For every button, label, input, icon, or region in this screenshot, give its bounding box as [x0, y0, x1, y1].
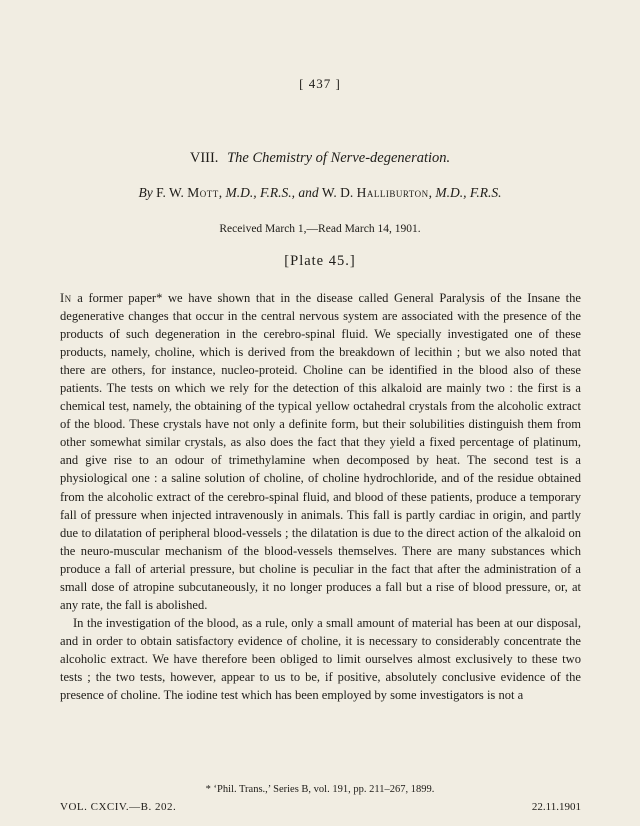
footnote: * ‘Phil. Trans.,’ Series B, vol. 191, pp. 211–267, 1899.: [205, 784, 435, 795]
author2-surname: Halliburton: [356, 185, 429, 200]
page-footer: [60, 801, 581, 813]
author1-initials: F. W.: [156, 185, 184, 200]
article-title-text: The Chemistry of Nerve-degeneration.: [227, 150, 451, 166]
author2-degrees: M.D., F.R.S.: [435, 185, 502, 200]
article-title: [0, 150, 640, 167]
byline-and: and: [298, 185, 319, 200]
paragraph-lead: In: [60, 291, 72, 305]
page-number: [ 437 ]: [299, 76, 341, 91]
author1-degrees: M.D., F.R.S.,: [225, 185, 296, 200]
byline-by: By: [138, 185, 153, 200]
received-date: Received March 1,—Read March 14, 1901.: [219, 223, 421, 235]
paragraph-text: a former paper* we have shown that in the disease called General Paralysis of the Insane the degenerative changes that occur in the central nervous system are associated with the presence of the products of such degeneration in the cerebro-spinal fluid. We specially investigated one of these products, namely, choline, which is derived from the breakdown of lecithin ; but we also noted that there are others, for instance, nucleo-proteid. Choline can be identified in the blood also of these patients. The tests on which we rely for the detection of this alkaloid are mainly two : the first is a chemical test, namely, the obtaining of the typical yellow octahedral crystals from the alcoholic extract of the blood. These crystals have not only a definite form, but their solubilities distinguish them from other somewhat similar crystals, as also does the fact that they yield a fixed percentage of platinum, and give rise to an odour of trimethylamine when decomposed by heat. The second test is a physiological one : a saline solution of choline, of choline hydrochloride, and of the residue obtained from the alcoholic extract of the cerebro-spinal fluid, and blood of these patients, produce a temporary fall of pressure when injected intravenously in animals. This fall is partly cardiac in origin, and partly due to dilatation of peripheral blood-vessels ; the dilatation is due to the direct action of the alkaloid on the neuro-muscular mechanism of the blood-vessels themselves. There are many substances which produce a fall of arterial pressure, but choline is peculiar in the fact that after the administration of a small dose of atropine subcutaneously, it no longer produces a fall but a rise of blood pressure, or, at any rate, the fall is abolished.: [60, 291, 581, 612]
paragraph: [60, 289, 581, 614]
publication-date: 22.11.1901: [531, 801, 581, 813]
plate-reference: [Plate 45.]: [284, 253, 356, 269]
article-number: VIII.: [189, 150, 219, 166]
byline: By F. W. Mott, M.D., F.R.S., and W. D. Halliburton, M.D., F.R.S.: [138, 185, 502, 200]
author1-surname: Mott: [187, 185, 219, 200]
volume-reference: VOL. CXCIV.—B. 202.: [60, 801, 177, 813]
article-body: [60, 289, 581, 704]
author2-initials: W. D.: [321, 185, 354, 200]
paragraph: In the investigation of the blood, as a rule, only a small amount of material has been at our disposal, and in order to obtain satisfactory evidence of choline, it is necessary to considerably concentrate the alcoholic extract. We have therefore been obliged to limit ourselves almost exclusively to these two tests ; the two tests, however, appear to us to be, if positive, absolutely conclusive evidence of the presence of choline. The iodine test which has been employed by some investigators is not a: [60, 615, 581, 703]
